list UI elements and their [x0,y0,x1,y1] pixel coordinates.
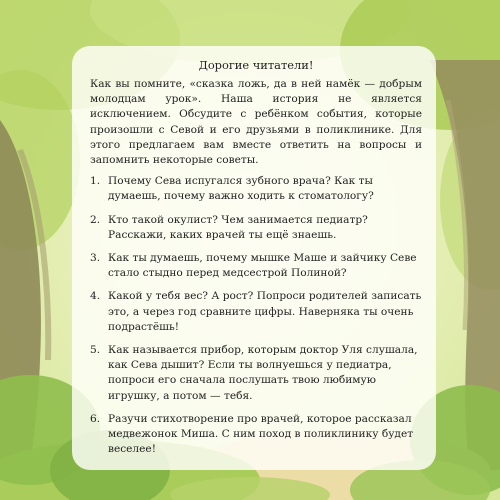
question-text: Кто такой окулист? Чем занимается педиатр? Расскажи, каких врачей ты ещё знаешь. [108,213,368,241]
question-number: 2. [90,213,101,226]
question-number: 6. [90,412,101,425]
question-number: 4. [90,290,101,303]
note-intro: Как вы помните, «сказка ложь, да в ней намёк — добрым молодцам урок». Наша история не является исключением. Обсудите с ребёнком события, которые произошли с Севой и его друзьями в поликлинике. Для этого предлагаем вам вместе ответить на вопросы и запомнить некоторые советы. [90,78,422,167]
question-text: Почему Сева испугался зубного врача? Как ты думаешь, почему важно ходить к стоматологу? [108,175,374,203]
question-item [90,343,422,404]
question-item [90,251,422,281]
question-item [90,213,422,243]
question-number: 3. [90,252,101,265]
question-list [90,174,422,457]
reader-note-panel [72,46,436,470]
question-item [90,412,422,458]
question-number: 5. [90,344,101,357]
question-item [90,289,422,335]
note-title: Дорогие читатели! [198,58,314,72]
question-item [90,174,422,204]
question-text: Как называется прибор, которым доктор Уля слушала, как Сева дышит? Если ты волнуешься у педиатра, попроси его сначала послушать твою любимую игрушку, а потом — тебя. [108,344,418,402]
question-text: Как ты думаешь, почему мышке Маше и зайчику Севе стало стыдно перед медсестрой Полиной? [108,252,417,280]
question-text: Какой у тебя вес? А рост? Попроси родителей записать это, а через год сравните цифры. Наверняка ты очень подрастёшь! [108,290,422,333]
question-number: 1. [90,175,101,188]
question-text: Разучи стихотворение про врачей, которое рассказал медвежонок Миша. С ним поход в поликлинику будет веселее! [108,412,414,456]
